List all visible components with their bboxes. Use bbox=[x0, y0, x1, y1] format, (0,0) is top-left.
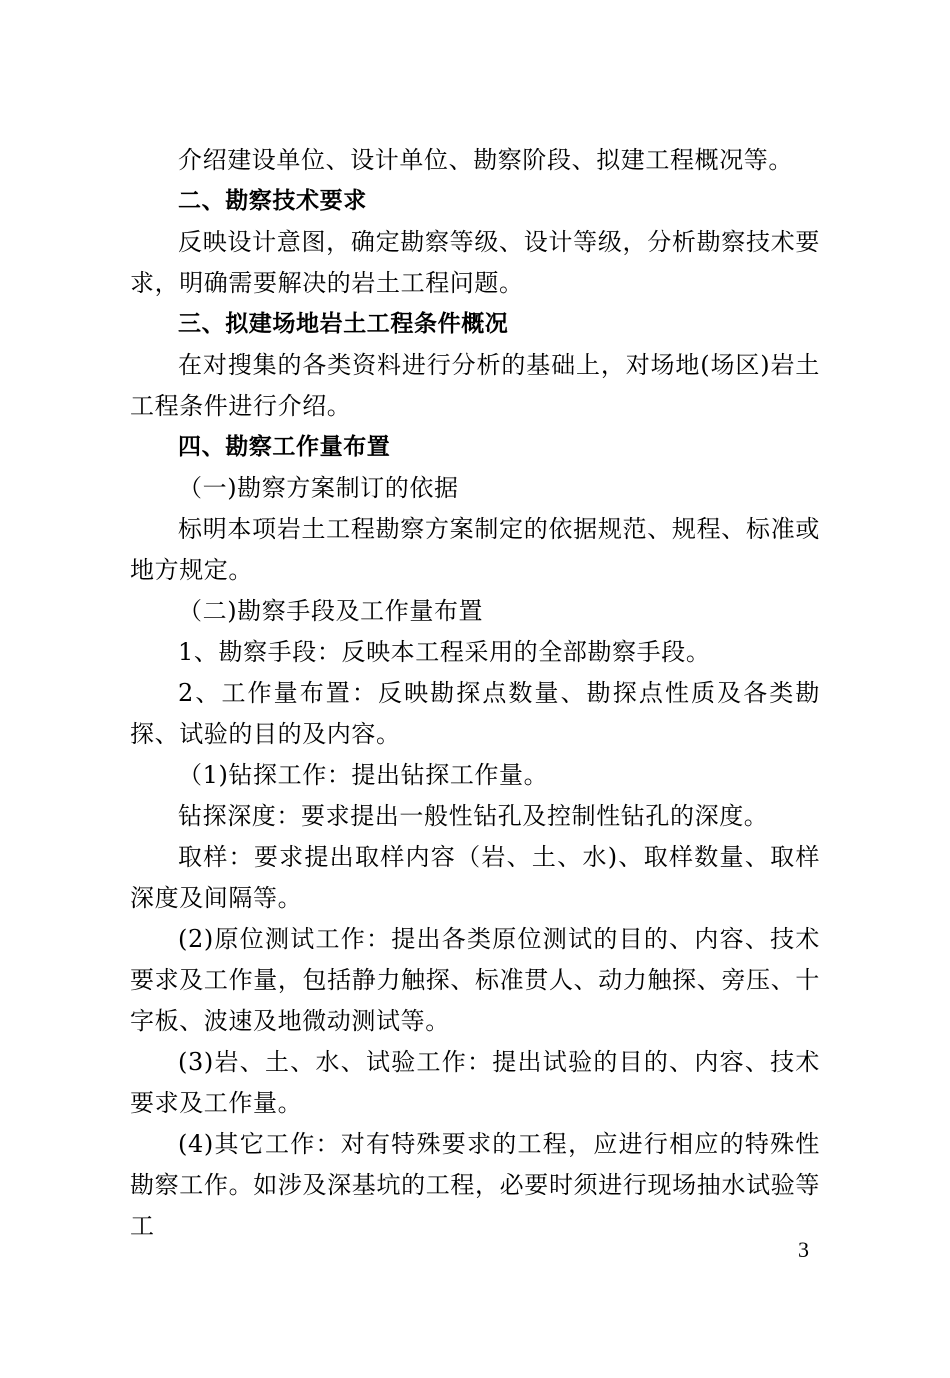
subheading-methods: （二)勘察手段及工作量布置 bbox=[178, 597, 484, 625]
subheading-basis: （一)勘察方案制订的依据 bbox=[178, 474, 459, 502]
body-text bbox=[130, 140, 820, 1247]
paragraph-drilling-depth: 钻探深度：要求提出一般性钻孔及控制性钻孔的深度。 bbox=[178, 802, 769, 830]
paragraph-other-work: (4)其它工作：对有特殊要求的工程，应进行相应的特殊性勘察工作。如涉及深基坑的工程，必要时须进行现场抽水试验等工 bbox=[130, 1130, 820, 1240]
heading-workload-layout: 四、勘察工作量布置 bbox=[178, 434, 391, 460]
paragraph-sampling: 取样：要求提出取样内容（岩、土、水)、取样数量、取样深度及间隔等。 bbox=[130, 843, 820, 912]
heading-site-conditions: 三、拟建场地岩土工程条件概况 bbox=[178, 311, 509, 337]
heading-survey-requirements: 二、勘察技术要求 bbox=[178, 188, 367, 214]
paragraph-in-situ-testing: (2)原位测试工作：提出各类原位测试的目的、内容、技术要求及工作量，包括静力触探、标准贯人、动力触探、旁压、十字板、波速及地微动测试等。 bbox=[130, 925, 820, 1035]
paragraph-basis: 标明本项岩土工程勘察方案制定的依据规范、规程、标准或地方规定。 bbox=[130, 515, 820, 584]
paragraph-site-conditions: 在对搜集的各类资料进行分析的基础上，对场地(场区)岩土工程条件进行介绍。 bbox=[130, 351, 820, 420]
paragraph-methods: 1、勘察手段：反映本工程采用的全部勘察手段。 bbox=[178, 638, 711, 666]
paragraph-drilling: （1)钻探工作：提出钻探工作量。 bbox=[178, 761, 549, 789]
page-number: 3 bbox=[798, 1237, 809, 1262]
paragraph-workload: 2、工作量布置：反映勘探点数量、勘探点性质及各类勘探、试验的目的及内容。 bbox=[130, 679, 820, 748]
paragraph-lab-testing: (3)岩、土、水、试验工作：提出试验的目的、内容、技术要求及工作量。 bbox=[130, 1048, 820, 1117]
paragraph-requirements: 反映设计意图，确定勘察等级、设计等级，分析勘察技术要求，明确需要解决的岩土工程问题。 bbox=[130, 228, 820, 297]
paragraph-intro: 介绍建设单位、设计单位、勘察阶段、拟建工程概况等。 bbox=[178, 146, 793, 174]
